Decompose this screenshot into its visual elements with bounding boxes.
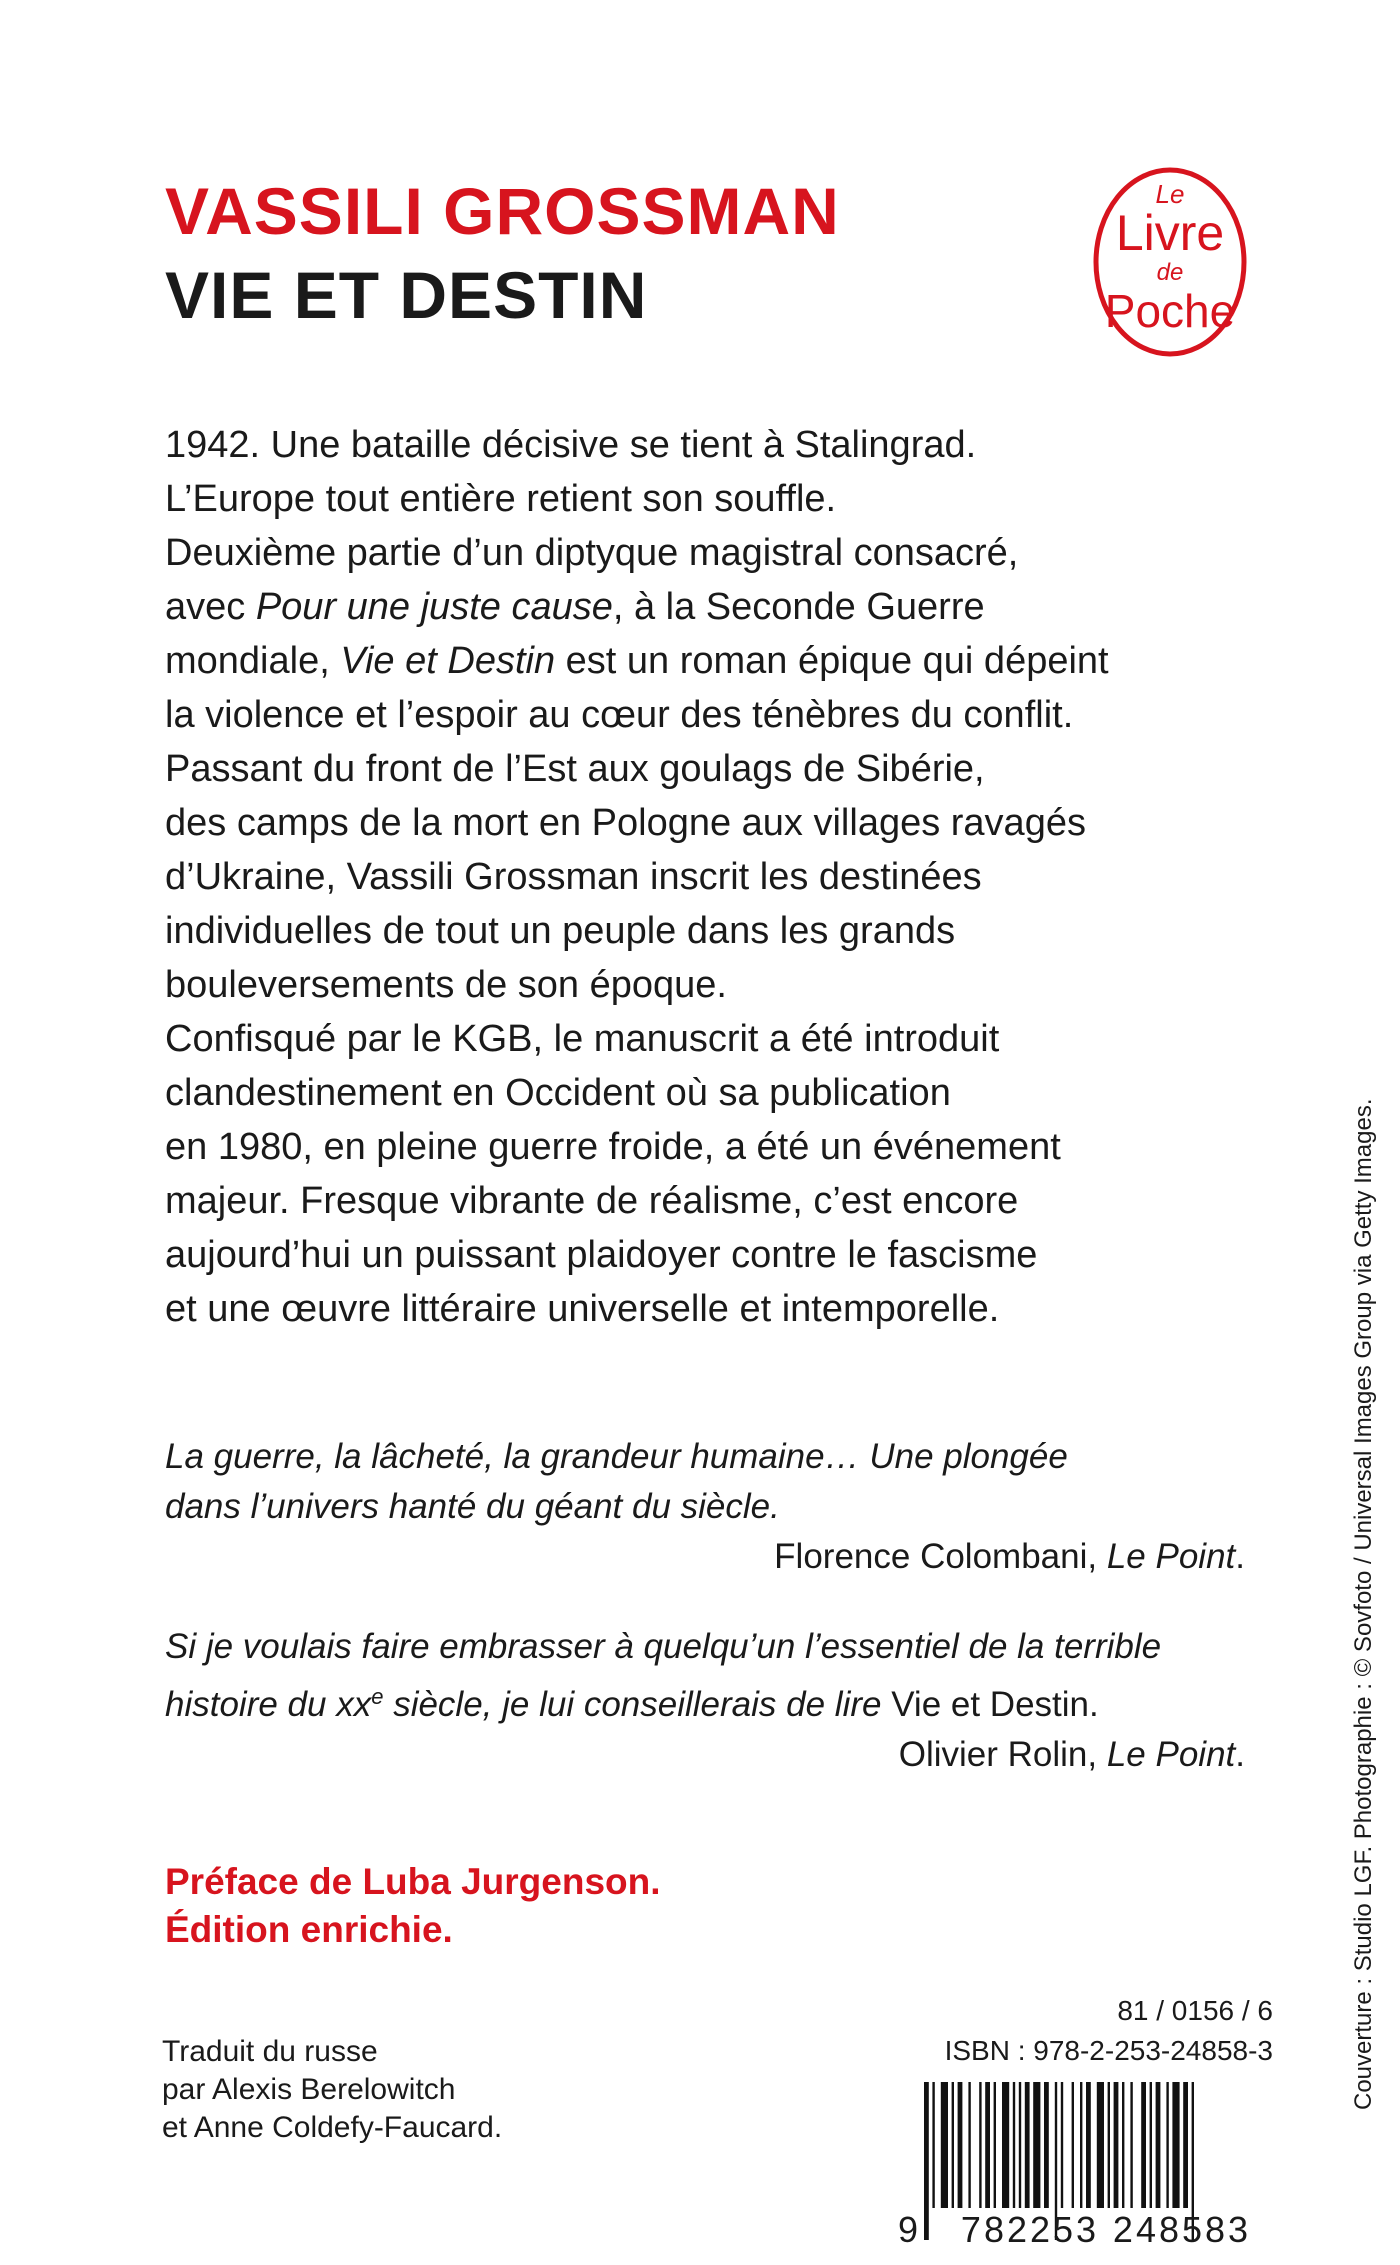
quote-source: Le Point (1106, 1537, 1236, 1576)
le-livre-de-poche-logo (1090, 165, 1250, 360)
quote-line: dans l’univers hanté du géant du siècle. (165, 1487, 780, 1526)
barcode-bar (1086, 2082, 1091, 2208)
summary-line: des camps de la mort en Pologne aux villages ravagés (165, 802, 1086, 844)
barcode-bar (1150, 2082, 1152, 2208)
translator-line: et Anne Coldefy-Faucard. (162, 2111, 503, 2144)
summary-line (165, 634, 1265, 688)
barcode-bar (1097, 2082, 1104, 2208)
quote-line: La guerre, la lâcheté, la grandeur humaine… Une plongée (165, 1437, 1068, 1476)
quote-author: Olivier Rolin, (898, 1735, 1107, 1774)
quote-source: Le Point (1106, 1735, 1236, 1774)
summary-line: la violence et l’espoir au cœur des ténèbres du conflit. (165, 694, 1074, 736)
barcode-bar (968, 2082, 970, 2208)
logo-text-livre: Livre (1115, 205, 1225, 261)
translator-line: par Alexis Berelowitch (162, 2073, 456, 2106)
logo-text-de: de (1156, 259, 1184, 286)
quote-attribution (165, 1730, 1245, 1780)
barcode-bar (932, 2082, 934, 2208)
summary-line: Deuxième partie d’un diptyque magistral consacré, (165, 532, 1019, 574)
barcode-digit-first: 9 (897, 2209, 919, 2250)
quote-attribution (165, 1532, 1245, 1582)
barcode-bar (1013, 2082, 1015, 2208)
summary-line: et une œuvre littéraire universelle et intemporelle. (165, 1288, 1000, 1330)
barcode-bar (1080, 2082, 1082, 2208)
summary-line: Confisqué par le KGB, le manuscrit a été introduit (165, 1018, 1000, 1060)
barcode-bar (1044, 2082, 1049, 2208)
quote-end: . (1235, 1735, 1245, 1774)
quote-text: siècle, je lui conseillerais de lire (383, 1685, 892, 1724)
book-title: VIE ET DESTIN (165, 258, 648, 332)
barcode-bar (941, 2082, 948, 2208)
barcode-bar (1130, 2082, 1132, 2208)
barcode-bar (1114, 2082, 1119, 2208)
book-reference: Pour une juste cause (255, 586, 613, 628)
summary-line: majeur. Fresque vibrante de réalisme, c’est encore (165, 1180, 1019, 1222)
barcode-bar (1156, 2082, 1161, 2208)
summary-text: avec (165, 586, 256, 628)
barcode-bar (1122, 2082, 1124, 2208)
catalog-reference: 81 / 0156 / 6 (1117, 1995, 1273, 2026)
quote-book-reference: Vie et Destin. (891, 1685, 1099, 1724)
quote-century: xx (336, 1685, 372, 1724)
isbn-barcode (897, 2082, 1273, 2250)
barcode-bar (952, 2082, 954, 2208)
logo-text-le: Le (1155, 179, 1185, 209)
translator-credit (162, 2033, 502, 2147)
summary-line: 1942. Une bataille décisive se tient à Stalingrad. (165, 424, 977, 466)
quote-line: Si je voulais faire embrasser à quelqu’un l’essentiel de la terrible (165, 1627, 1162, 1666)
book-reference: Vie et Destin (340, 640, 556, 682)
barcode-bar (994, 2082, 996, 2208)
press-quote-2 (165, 1622, 1245, 1780)
enriched-edition: Édition enrichie. (165, 1909, 453, 1950)
summary-line: clandestinement en Occident où sa publication (165, 1072, 951, 1114)
barcode-bar (1025, 2082, 1030, 2208)
barcode-bar (1183, 2082, 1188, 2208)
barcode-bar (1141, 2082, 1146, 2208)
barcode-bar (958, 2082, 963, 2208)
barcode-bar (1061, 2082, 1063, 2208)
summary-text: mondiale, (165, 640, 341, 682)
quote-century-sup: e (371, 1684, 384, 1709)
barcode-bar (985, 2082, 990, 2208)
summary-line: en 1980, en pleine guerre froide, a été un événement (165, 1126, 1061, 1168)
back-cover-summary (165, 418, 1265, 1336)
quote-author: Florence Colombani, (774, 1537, 1107, 1576)
summary-line (165, 580, 1265, 634)
author-name: VASSILI GROSSMAN (165, 174, 840, 248)
summary-text: , à la Seconde Guerre (612, 586, 985, 628)
summary-line: L’Europe tout entière retient son souffle. (165, 478, 837, 520)
summary-line: aujourd’hui un puissant plaidoyer contre le fascisme (165, 1234, 1038, 1276)
barcode-bar (1033, 2082, 1040, 2208)
barcode-bar (1019, 2082, 1021, 2208)
edition-info (165, 1858, 661, 1954)
barcode-bar (1172, 2082, 1179, 2208)
isbn: ISBN : 978-2-253-24858-3 (944, 2035, 1273, 2066)
barcode-bar (924, 2082, 929, 2240)
barcode-bar (1002, 2082, 1009, 2208)
summary-line: Passant du front de l’Est aux goulags de Sibérie, (165, 748, 985, 790)
barcode-bar (1166, 2082, 1168, 2208)
preface-credit: Préface de Luba Jurgenson. (165, 1861, 661, 1902)
barcode-bar (1072, 2082, 1074, 2208)
barcode-bar (1108, 2082, 1110, 2208)
summary-line: individuelles de tout un peuple dans les grands (165, 910, 956, 952)
quote-line (165, 1672, 1245, 1730)
catalog-codes (945, 1991, 1273, 2071)
summary-line: bouleversements de son époque. (165, 964, 727, 1006)
summary-text: est un roman épique qui dépeint (555, 640, 1109, 682)
barcode-bar (979, 2082, 981, 2208)
translator-line: Traduit du russe (162, 2035, 378, 2068)
summary-line: d’Ukraine, Vassili Grossman inscrit les destinées (165, 856, 982, 898)
barcode-digits-left: 782253 (960, 2209, 1100, 2250)
barcode-digits-right: 248583 (1112, 2209, 1252, 2250)
quote-end: . (1235, 1537, 1245, 1576)
quote-text: histoire du (165, 1685, 337, 1724)
cover-photo-credit: Couverture : Studio LGF. Photographie : © Sovfoto / Universal Images Group via Getty Images. (1350, 1098, 1377, 2110)
press-quote-1 (165, 1432, 1245, 1582)
logo-text-poche: Poche (1104, 285, 1236, 337)
